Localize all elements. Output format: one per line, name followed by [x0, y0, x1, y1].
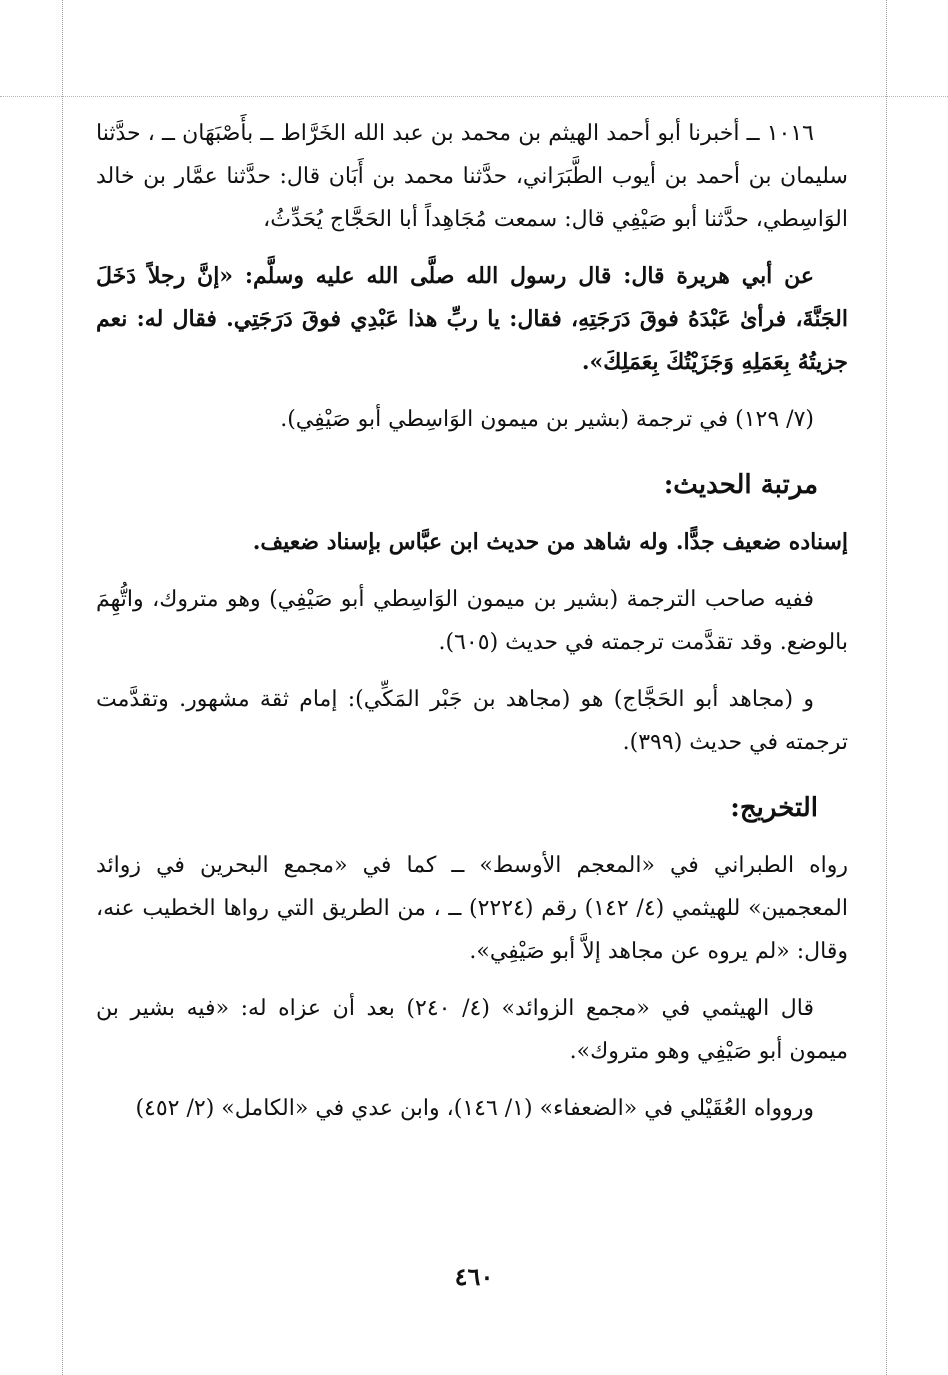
page-number: ٤٦٠	[454, 1262, 494, 1291]
grading-section	[96, 463, 848, 764]
margin-guide-top	[0, 96, 948, 97]
grading-heading: مرتبة الحديث:	[663, 470, 818, 500]
margin-guide-left	[62, 0, 63, 1375]
matn-paragraph: عن أبي هريرة قال: قال رسول الله صلَّى الله عليه وسلَّم: «إنَّ رجلاً دَخَلَ الجَنَّةَ، فرأىٰ عَبْدَهُ فوقَ دَرَجَتِهِ، فقال: يا ربِّ هذا عَبْدِي فوقَ دَرَجَتِي. فقال له: نعم جزيتُهُ بِعَمَلِهِ وَجَزَيْتُكَ بِعَمَلِكَ».	[96, 263, 848, 375]
takhrij-paragraph-1: رواه الطبراني في «المعجم الأوسط» ــ كما في «مجمع البحرين في زوائد المعجمين» للهيثمي (٤/ ١٤٢) رقم (٢٢٢٤) ــ ، من الطريق التي رواها الخطيب عنه، وقال: «لم يروه عن مجاهد إلاَّ أبو صَيْفِي».	[96, 853, 848, 964]
takhrij-section	[96, 786, 848, 1130]
margin-guide-right	[886, 0, 887, 1375]
takhrij-heading: التخريج:	[730, 793, 818, 823]
isnad-paragraph: ١٠١٦ ــ أخبرنا أبو أحمد الهيثم بن محمد بن عبد الله الخَرَّاط ــ بأَصْبَهَان ــ ، حدَّثنا سليمان بن أحمد بن أيوب الطَّبَرَاني، حدَّثنا محمد بن أَبَان قال: حدَّثنا عمَّار بن خالد الوَاسِطي، حدَّثنا أبو صَيْفِي قال: سمعت مُجَاهِداً أبا الحَجَّاج يُحَدِّثُ،	[96, 121, 848, 232]
takhrij-paragraph-3: وروواه العُقَيْلي في «الضعفاء» (١/ ١٤٦)، وابن عدي في «الكامل» (٢/ ٤٥٢)	[135, 1096, 814, 1121]
grading-verdict: إسناده ضعيف جدًّا. وله شاهد من حديث ابن عبَّاس بإسناد ضعيف.	[252, 529, 848, 555]
book-page	[96, 112, 848, 1144]
source-reference: (٧/ ١٢٩) في ترجمة (بشير بن ميمون الوَاسِطي أبو صَيْفِي).	[280, 407, 814, 432]
hadith-block	[96, 112, 848, 441]
grading-paragraph-1: ففيه صاحب الترجمة (بشير بن ميمون الوَاسِطي أبو صَيْفِي) وهو متروك، واتُّهِمَ بالوضع. وقد تقدَّمت ترجمته في حديث (٦٠٥).	[96, 587, 848, 655]
takhrij-paragraph-2: قال الهيثمي في «مجمع الزوائد» (٤/ ٢٤٠) بعد أن عزاه له: «فيه بشير بن ميمون أبو صَيْفِي وهو متروك».	[96, 996, 848, 1064]
grading-paragraph-2: و (مجاهد أبو الحَجَّاج) هو (مجاهد بن جَبْر المَكِّي): إمام ثقة مشهور. وتقدَّمت ترجمته في حديث (٣٩٩).	[96, 687, 848, 755]
